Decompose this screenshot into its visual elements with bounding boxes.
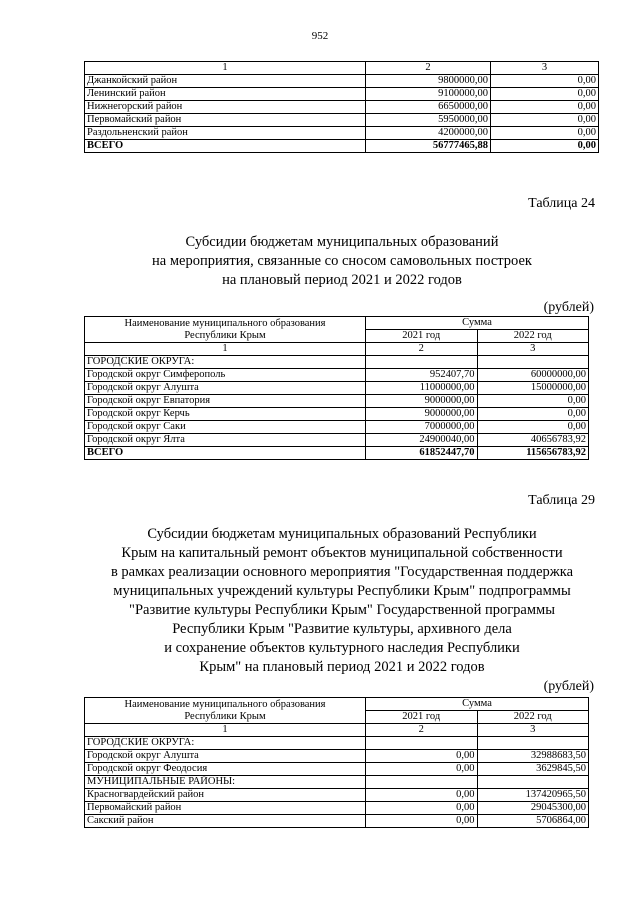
row-name: Городской округ Алушта <box>85 750 366 763</box>
sum-header: Сумма <box>366 698 589 711</box>
row-value-2022: 0,00 <box>477 408 589 421</box>
column-number: 2 <box>366 62 491 75</box>
row-value-2022: 0,00 <box>491 75 599 88</box>
row-value-2021: 9100000,00 <box>366 88 491 101</box>
row-value-2022: 0,00 <box>477 395 589 408</box>
column-number: 3 <box>477 724 589 737</box>
row-name: Сакский район <box>85 815 366 828</box>
units-label: (рублей) <box>543 679 594 694</box>
table-row <box>85 369 589 382</box>
table-24 <box>84 316 589 460</box>
row-name: Городской округ Симферополь <box>85 369 366 382</box>
table-row <box>85 127 599 140</box>
row-value-2021: 0,00 <box>366 815 478 828</box>
group-row <box>85 356 589 369</box>
table-row <box>85 75 599 88</box>
row-value-2021: 952407,70 <box>366 369 478 382</box>
row-value-2022: 0,00 <box>477 421 589 434</box>
column-number-row <box>85 724 589 737</box>
group-row <box>85 737 589 750</box>
title-line: муниципальных учреждений культуры Республики Крым" подпрограммы <box>113 583 571 599</box>
row-name: Джанкойский район <box>85 75 366 88</box>
row-name: Нижнегорский район <box>85 101 366 114</box>
table-row <box>85 88 599 101</box>
row-value-2022: 137420965,50 <box>477 789 589 802</box>
row-name: Городской округ Саки <box>85 421 366 434</box>
row-value-2021: 5950000,00 <box>366 114 491 127</box>
group-label: ГОРОДСКИЕ ОКРУГА: <box>85 356 366 369</box>
row-name: Первомайский район <box>85 802 366 815</box>
group-label: ГОРОДСКИЕ ОКРУГА: <box>85 737 366 750</box>
table-row <box>85 382 589 395</box>
table-row <box>85 408 589 421</box>
row-value-2021: 9000000,00 <box>366 408 478 421</box>
row-name: Городской округ Евпатория <box>85 395 366 408</box>
row-value-2021: 9000000,00 <box>366 395 478 408</box>
column-number-row <box>85 343 589 356</box>
title-line: в рамках реализации основного мероприятия "Государственная поддержка <box>110 564 574 580</box>
row-value-2021: 0,00 <box>366 789 478 802</box>
row-value-2021: 6650000,00 <box>366 101 491 114</box>
table-row <box>85 114 599 127</box>
row-value-2022: 0,00 <box>491 88 599 101</box>
column-number: 2 <box>366 343 478 356</box>
table-header-row <box>85 317 589 330</box>
row-name: Ленинский район <box>85 88 366 101</box>
row-value-2022: 3629845,50 <box>477 763 589 776</box>
row-value-2022: 5706864,00 <box>477 815 589 828</box>
row-value-2021: 0,00 <box>366 763 478 776</box>
row-value-2021: 24900040,00 <box>366 434 478 447</box>
table-row <box>85 815 589 828</box>
table-header-row <box>85 698 589 711</box>
row-name: Первомайский район <box>85 114 366 127</box>
row-value-2021: 4200000,00 <box>366 127 491 140</box>
total-value-2022: 0,00 <box>491 140 599 153</box>
units-label: (рублей) <box>543 300 594 315</box>
table-row <box>85 802 589 815</box>
row-value-2022: 0,00 <box>491 101 599 114</box>
table-24-label: Таблица 24 <box>528 196 595 211</box>
row-name: Городской округ Алушта <box>85 382 366 395</box>
total-value-2021: 56777465,88 <box>366 140 491 153</box>
table-row <box>85 789 589 802</box>
title-line: Крым" на плановый период 2021 и 2022 годов <box>199 659 485 675</box>
row-value-2022: 32988683,50 <box>477 750 589 763</box>
title-line: Субсидии бюджетам муниципальных образований Республики <box>147 526 537 542</box>
row-value-2021: 11000000,00 <box>366 382 478 395</box>
row-value-2022: 0,00 <box>491 127 599 140</box>
total-label: ВСЕГО <box>85 140 366 153</box>
row-value-2022: 40656783,92 <box>477 434 589 447</box>
row-value-2022: 60000000,00 <box>477 369 589 382</box>
table-row <box>85 395 589 408</box>
table-row <box>85 434 589 447</box>
table-header-row <box>85 62 599 75</box>
title-line: на мероприятия, связанные со сносом самовольных построек <box>152 253 532 269</box>
row-name: Городской округ Ялта <box>85 434 366 447</box>
table-row <box>85 101 599 114</box>
name-column-header: Наименование муниципального образования Республики Крым <box>85 317 366 343</box>
row-value-2021: 7000000,00 <box>366 421 478 434</box>
year-2022-header: 2022 год <box>477 330 589 343</box>
column-number: 3 <box>477 343 589 356</box>
column-number: 1 <box>85 724 366 737</box>
table-29 <box>84 697 589 828</box>
table-24-title <box>40 233 640 290</box>
title-line: Субсидии бюджетам муниципальных образований <box>185 234 499 250</box>
table-29-title <box>40 525 640 677</box>
total-row <box>85 140 599 153</box>
year-2021-header: 2021 год <box>366 711 478 724</box>
group-row <box>85 776 589 789</box>
row-value-2022: 29045300,00 <box>477 802 589 815</box>
column-number: 3 <box>491 62 599 75</box>
total-value-2021: 61852447,70 <box>366 447 478 460</box>
year-2022-header: 2022 год <box>477 711 589 724</box>
row-name: Красногвардейский район <box>85 789 366 802</box>
table-29-label: Таблица 29 <box>528 493 595 508</box>
total-row <box>85 447 589 460</box>
title-line: Республики Крым "Развитие культуры, архивного дела <box>172 621 512 637</box>
year-2021-header: 2021 год <box>366 330 478 343</box>
table-row <box>85 750 589 763</box>
row-value-2022: 15000000,00 <box>477 382 589 395</box>
title-line: "Развитие культуры Республики Крым" Государственной программы <box>129 602 555 618</box>
column-number: 1 <box>85 343 366 356</box>
continuation-table <box>84 61 599 153</box>
column-number: 1 <box>85 62 366 75</box>
total-label: ВСЕГО <box>85 447 366 460</box>
name-column-header: Наименование муниципального образования Республики Крым <box>85 698 366 724</box>
page-number: 952 <box>311 30 329 42</box>
table-row <box>85 763 589 776</box>
row-name: Городской округ Феодосия <box>85 763 366 776</box>
column-number: 2 <box>366 724 478 737</box>
title-line: на плановый период 2021 и 2022 годов <box>222 272 462 288</box>
row-value-2022: 0,00 <box>491 114 599 127</box>
title-line: Крым на капитальный ремонт объектов муниципальной собственности <box>121 545 563 561</box>
row-value-2021: 9800000,00 <box>366 75 491 88</box>
total-value-2022: 115656783,92 <box>477 447 589 460</box>
group-label: МУНИЦИПАЛЬНЫЕ РАЙОНЫ: <box>85 776 366 789</box>
row-name: Городской округ Керчь <box>85 408 366 421</box>
table-row <box>85 421 589 434</box>
title-line: и сохранение объектов культурного наследия Республики <box>164 640 520 656</box>
sum-header: Сумма <box>366 317 589 330</box>
row-value-2021: 0,00 <box>366 802 478 815</box>
row-value-2021: 0,00 <box>366 750 478 763</box>
row-name: Раздольненский район <box>85 127 366 140</box>
